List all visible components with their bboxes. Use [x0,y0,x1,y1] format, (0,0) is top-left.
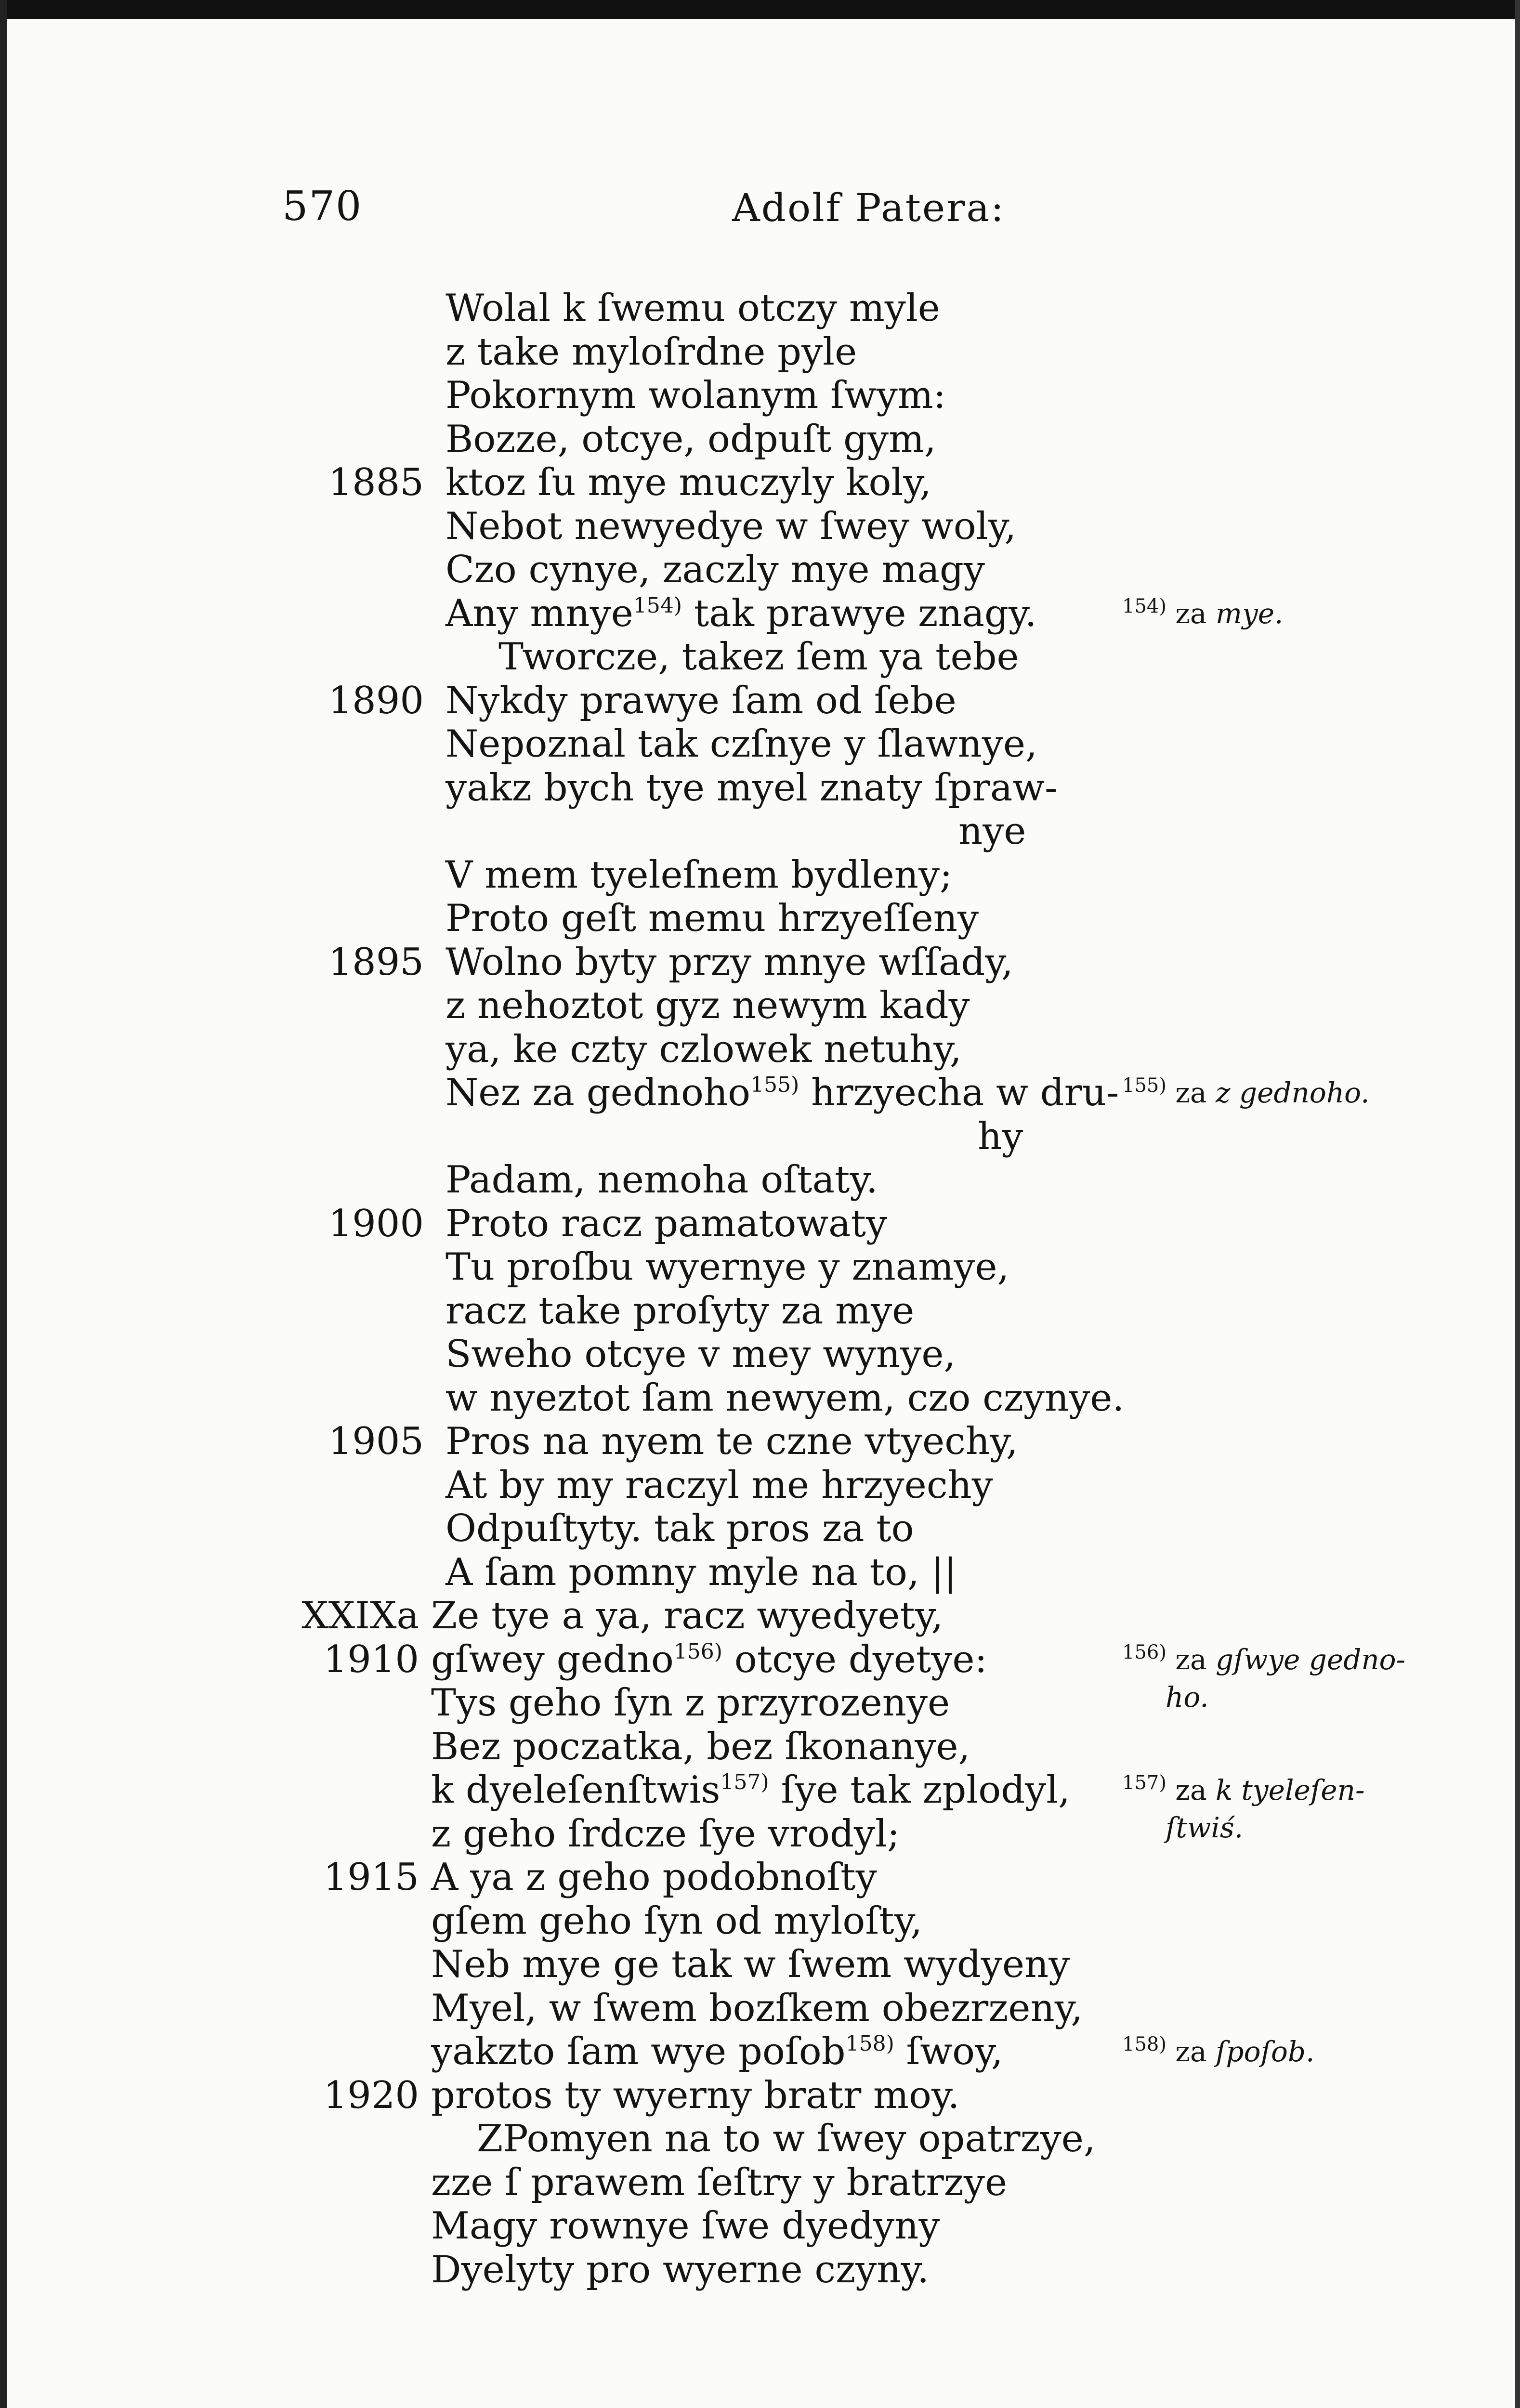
footnote-ref: 154) [633,593,682,618]
line-number: XXIXa [301,1594,419,1637]
verse-line: Nepoznal tak czſnye y ſlawnye, [446,722,1037,766]
verse-line: Neb mye ge tak w ſwem wydyeny [431,1943,1070,1986]
line-number: 1900 [328,1202,424,1245]
verse-line: Nebot newyedye w ſwey woly, [446,504,1017,548]
verse-line: ZPomyen na to w ſwey opatrzye, [477,2117,1096,2160]
verse-line: Any mnye$^{154)}$ tak prawye znagy. [446,591,1037,635]
verse-line: Pokornym wolanym ſwym: [446,374,946,417]
verse-line: hy [978,1114,1023,1158]
verse-line: Czo cynye, zaczly mye magy [446,548,985,591]
line-number: 1885 [328,461,424,504]
scan-border-right [1515,0,1520,2408]
footnote-ref: 156) [673,1639,722,1664]
footnote: $^{154)}$ za mye. [1122,595,1284,630]
verse-line: Tys geho ſyn z przyrozenye [431,1681,950,1725]
verse-line: Pros na nyem te czne vtyechy, [446,1420,1018,1463]
verse-line: gſem geho ſyn od myloſty, [431,1899,923,1943]
verse-line: Proto racz pamatowaty [446,1202,888,1245]
verse-line: Sweho otcye v mey wynye, [446,1333,956,1376]
verse-line: Nez za gednoho$^{155)}$ hrzyecha w dru- [446,1071,1119,1114]
verse-line: Magy rownye ſwe dyedyny [431,2204,940,2248]
verse-line: z take myloſrdne pyle [446,330,857,374]
verse-line: V mem tyeleſnem bydleny; [446,853,953,897]
verse-line: Bez poczatka, bez ſkonanye, [431,1725,970,1768]
footnote-ref: 158) [845,2031,894,2056]
verse-line: Wolal k ſwemu otczy myle [446,287,940,330]
footnote: $^{155)}$ za z gednoho. [1122,1074,1370,1109]
scan-border-top [0,0,1520,19]
verse-line: A ſam pomny myle na to, || [446,1550,957,1594]
verse-line: Wolno byty przy mnye wſſady, [446,940,1013,984]
verse-line: Padam, nemoha oſtaty. [446,1158,878,1202]
verse-line: yakz bych tye myel znaty ſpraw- [446,766,1058,810]
running-head: Adolf Patera: [732,185,1006,230]
verse-line: Ze tye a ya, racz wyedyety, [431,1594,943,1637]
footnote: $^{157)}$ za k tyeleſen- ſtwiś. [1122,1772,1365,1844]
verse-line: Odpuſtyty. tak pros za to [446,1507,914,1550]
line-number: 1895 [328,940,424,984]
verse-line: ktoz ſu mye muczyly koly, [446,461,931,504]
verse-line: k dyeleſenſtwis$^{157)}$ ſye tak zplodyl, [431,1768,1070,1812]
line-number: 1920 [323,2073,419,2117]
line-number: 1905 [328,1420,424,1463]
line-number: 1915 [323,1856,419,1899]
verse-line: racz take proſyty za mye [446,1289,915,1333]
verse-line: Bozze, otcye, odpuſt gym, [446,417,936,461]
verse-line: Proto geſt memu hrzyeſſeny [446,897,979,940]
verse-line: zze ſ prawem ſeſtry y bratrzye [431,2160,1008,2204]
verse-line: gſwey gedno$^{156)}$ otcye dyetye: [431,1637,987,1681]
footnote-ref: 155) [750,1073,799,1097]
verse-line: At by my raczyl me hrzyechy [446,1463,993,1507]
verse-line: Myel, w ſwem bozſkem obezrzeny, [431,1986,1083,2030]
footnote: $^{156)}$ za gſwye gedno- ho. [1122,1641,1406,1714]
verse-line: w nyeztot ſam newyem, czo czynye. [446,1376,1125,1420]
verse-line: ya, ke czty czlowek netuhy, [446,1027,962,1071]
scan-border-left [0,0,7,2408]
verse-line: Nykdy prawye ſam od ſebe [446,679,957,722]
verse-line: z geho ſrdcze ſye vrodyl; [431,1812,900,1856]
footnote-ref: 157) [720,1770,769,1794]
line-number: 1910 [323,1637,419,1681]
verse-line: nye [958,810,1026,853]
page-number: 570 [282,183,363,230]
footnote: $^{158)}$ za ſpoſob. [1122,2033,1315,2068]
verse-line: A ya z geho podobnoſty [431,1856,877,1899]
verse-line: z nehoztot gyz newym kady [446,984,970,1027]
verse-line: Dyelyty pro wyerne czyny. [431,2248,929,2291]
verse-line: protos ty wyerny bratr moy. [431,2073,960,2117]
verse-line: Tworcze, takez ſem ya tebe [498,635,1019,679]
verse-line: Tu proſbu wyernye y znamye, [446,1245,1009,1289]
verse-line: yakzto ſam wye poſob$^{158)}$ ſwoy, [431,2030,1003,2073]
line-number: 1890 [328,679,424,722]
